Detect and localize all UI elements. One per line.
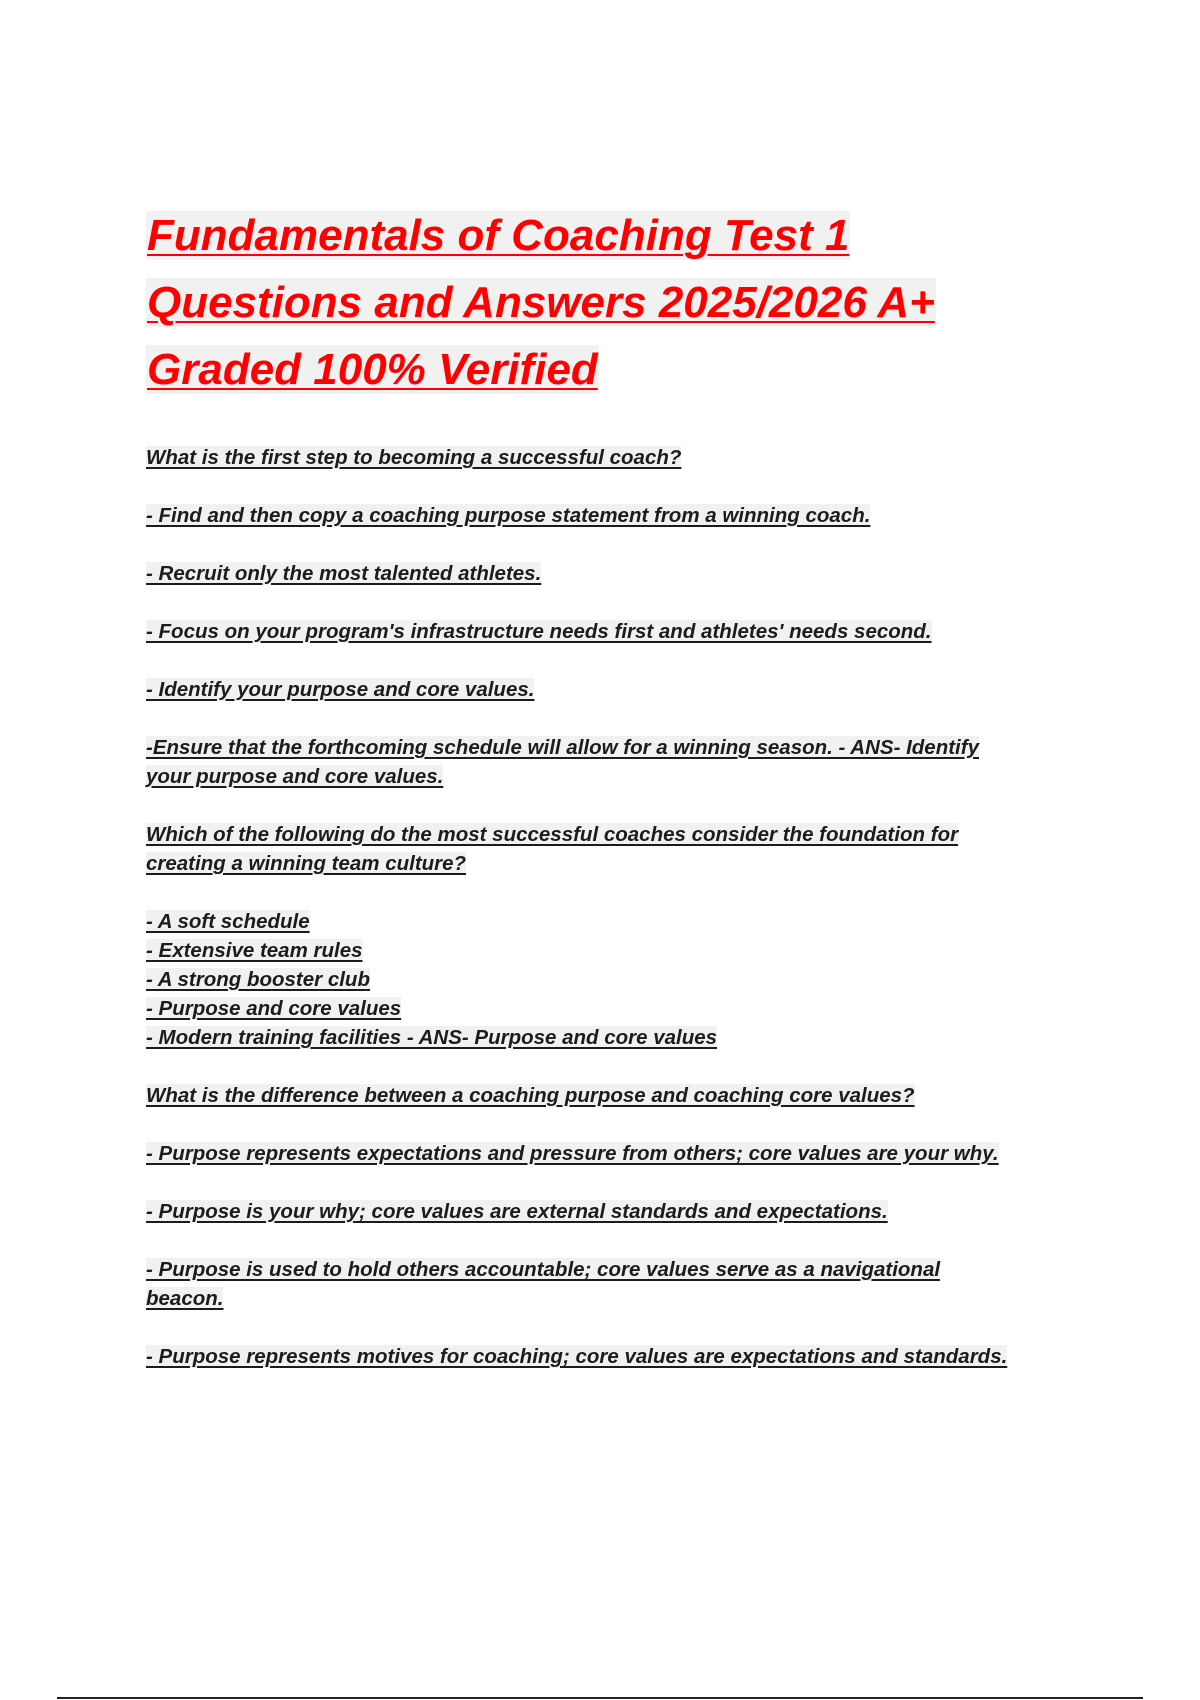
- question-1-option-answer: -Ensure that the forthcoming schedule will allow for a winning season. - ANS- Identify: [146, 736, 979, 759]
- question-1-option: - Recruit only the most talented athletes.: [146, 562, 542, 585]
- question-3-option-continued: beacon.: [146, 1287, 224, 1310]
- question-2: Which of the following do the most successful coaches consider the foundation for: [146, 823, 959, 846]
- question-1-option: - Find and then copy a coaching purpose statement from a winning coach.: [146, 504, 871, 527]
- document-body: [146, 443, 1106, 1371]
- question-2-option: - A soft schedule: [146, 910, 310, 933]
- question-2-option: - Extensive team rules: [146, 939, 363, 962]
- question-2-option: - A strong booster club: [146, 968, 370, 991]
- title-line: Questions and Answers 2025/2026 A+: [147, 278, 935, 327]
- title-line: Fundamentals of Coaching Test 1: [147, 211, 850, 260]
- question-2-option: - Purpose and core values: [146, 997, 402, 1020]
- question-2-continued: creating a winning team culture?: [146, 852, 467, 875]
- question-1-option: - Focus on your program's infrastructure needs first and athletes' needs second.: [146, 620, 932, 643]
- question-3-option: - Purpose is your why; core values are external standards and expectations.: [146, 1200, 888, 1223]
- question-3-option: - Purpose is used to hold others accountable; core values serve as a navigational: [146, 1258, 941, 1281]
- question-1-answer-continued: your purpose and core values.: [146, 765, 444, 788]
- title-line: Graded 100% Verified: [147, 345, 598, 394]
- question-2-option-answer: - Modern training facilities - ANS- Purpose and core values: [146, 1026, 718, 1049]
- footer-divider: [57, 1697, 1143, 1699]
- question-3-option: - Purpose represents expectations and pressure from others; core values are your why.: [146, 1142, 999, 1165]
- document-page: [146, 202, 1106, 1371]
- question-1: What is the first step to becoming a successful coach?: [146, 446, 682, 469]
- question-3-option: - Purpose represents motives for coaching; core values are expectations and standards.: [146, 1345, 1008, 1368]
- question-3: What is the difference between a coaching purpose and coaching core values?: [146, 1084, 915, 1107]
- question-1-option: - Identify your purpose and core values.: [146, 678, 535, 701]
- document-title: [146, 202, 1106, 403]
